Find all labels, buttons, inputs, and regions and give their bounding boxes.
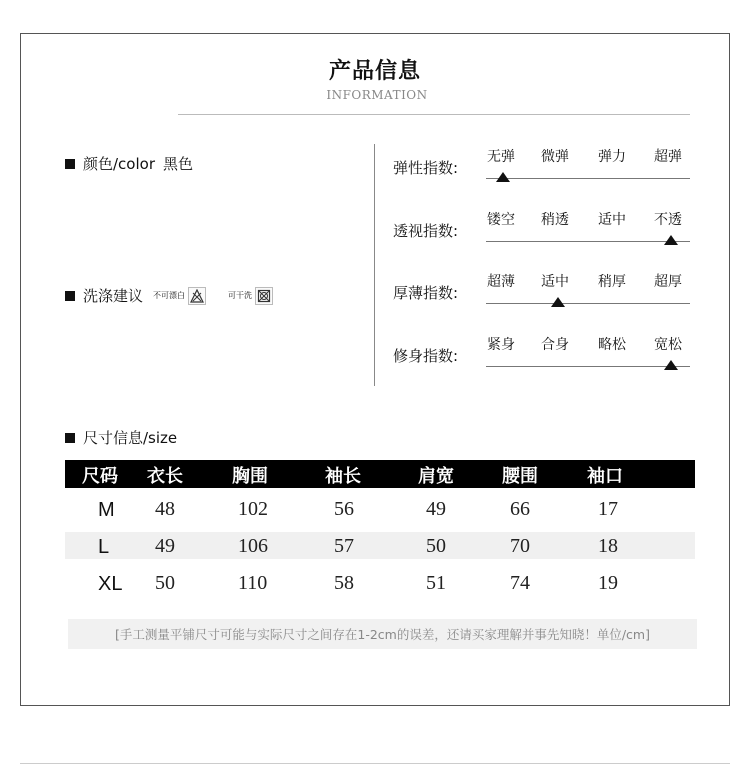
index-option: 不透 (654, 212, 682, 228)
column-header: 尺码 (82, 466, 118, 487)
table-cell: 66 (510, 498, 530, 520)
index-option: 稍厚 (598, 274, 626, 290)
column-header: 胸围 (232, 466, 268, 487)
index-scale-line (486, 178, 690, 179)
index-marker-icon (664, 360, 678, 370)
section-divider (374, 144, 375, 386)
size-table-header (65, 460, 695, 488)
index-marker-icon (664, 235, 678, 245)
index-label: 弹性指数: (393, 159, 459, 177)
table-cell: 110 (238, 572, 268, 594)
index-option: 适中 (541, 274, 569, 290)
table-cell: 57 (334, 535, 354, 557)
size-cell: L (98, 536, 110, 558)
index-scale-line (486, 241, 690, 242)
size-cell: M (98, 499, 115, 521)
index-option: 超厚 (654, 274, 682, 290)
column-header: 肩宽 (418, 466, 454, 487)
table-cell: 48 (155, 498, 175, 520)
size-cell: XL (98, 573, 123, 595)
size-label: 尺寸信息/size (83, 429, 178, 447)
table-cell: 19 (598, 572, 618, 594)
table-cell: 106 (238, 535, 268, 557)
table-cell: 74 (510, 572, 530, 594)
no-bleach-icon (188, 287, 206, 305)
column-header: 袖长 (325, 466, 361, 487)
size-section-label (65, 427, 177, 448)
index-scale-line (486, 366, 690, 367)
column-header: 袖口 (587, 466, 623, 487)
index-scale-line (486, 303, 690, 304)
table-cell: 18 (598, 535, 618, 557)
index-option: 适中 (598, 212, 626, 228)
index-option: 紧身 (487, 337, 515, 353)
measurement-note: [手工测量平铺尺寸可能与实际尺寸之间存在1-2cm的误差，还请买家理解并事先知晓！单位/cm] (68, 619, 697, 649)
color-value: 黑色 (163, 155, 194, 173)
table-cell: 70 (510, 535, 530, 557)
washing-row (65, 285, 273, 306)
table-cell: 50 (426, 535, 446, 557)
color-label: 颜色/color (83, 155, 155, 173)
index-label: 透视指数: (393, 222, 459, 240)
page-subtitle: INFORMATION (326, 88, 428, 102)
index-option: 超弹 (654, 149, 682, 165)
table-cell: 51 (426, 572, 446, 594)
index-option: 超薄 (487, 274, 515, 290)
index-option: 无弹 (487, 149, 515, 165)
table-cell: 17 (598, 498, 618, 520)
index-option: 微弹 (541, 149, 569, 165)
table-cell: 102 (238, 498, 268, 520)
title-divider (178, 114, 690, 115)
index-label: 修身指数: (393, 347, 459, 365)
table-cell: 49 (426, 498, 446, 520)
index-marker-icon (551, 297, 565, 307)
table-cell: 50 (155, 572, 175, 594)
bottom-divider (20, 763, 730, 764)
table-cell: 56 (334, 498, 354, 520)
table-cell: 58 (334, 572, 354, 594)
index-label: 厚薄指数: (393, 284, 459, 302)
color-row (65, 153, 193, 174)
index-option: 略松 (598, 337, 626, 353)
index-option: 稍透 (541, 212, 569, 228)
table-cell: 49 (155, 535, 175, 557)
bullet-square-icon (65, 433, 75, 443)
bullet-square-icon (65, 291, 75, 301)
dry-clean-icon (255, 287, 273, 305)
index-option: 弹力 (598, 149, 626, 165)
index-option: 宽松 (654, 337, 682, 353)
index-marker-icon (496, 172, 510, 182)
info-frame (20, 33, 730, 706)
bullet-square-icon (65, 159, 75, 169)
washing-label: 洗涤建议 (83, 287, 144, 305)
column-header: 衣长 (147, 466, 183, 487)
page-title: 产品信息 (328, 59, 421, 84)
index-option: 合身 (541, 337, 569, 353)
no-bleach-label: 不可漂白 (153, 291, 186, 300)
column-header: 腰围 (502, 466, 538, 487)
dry-clean-label: 可干洗 (228, 291, 253, 300)
index-option: 镂空 (487, 212, 515, 228)
